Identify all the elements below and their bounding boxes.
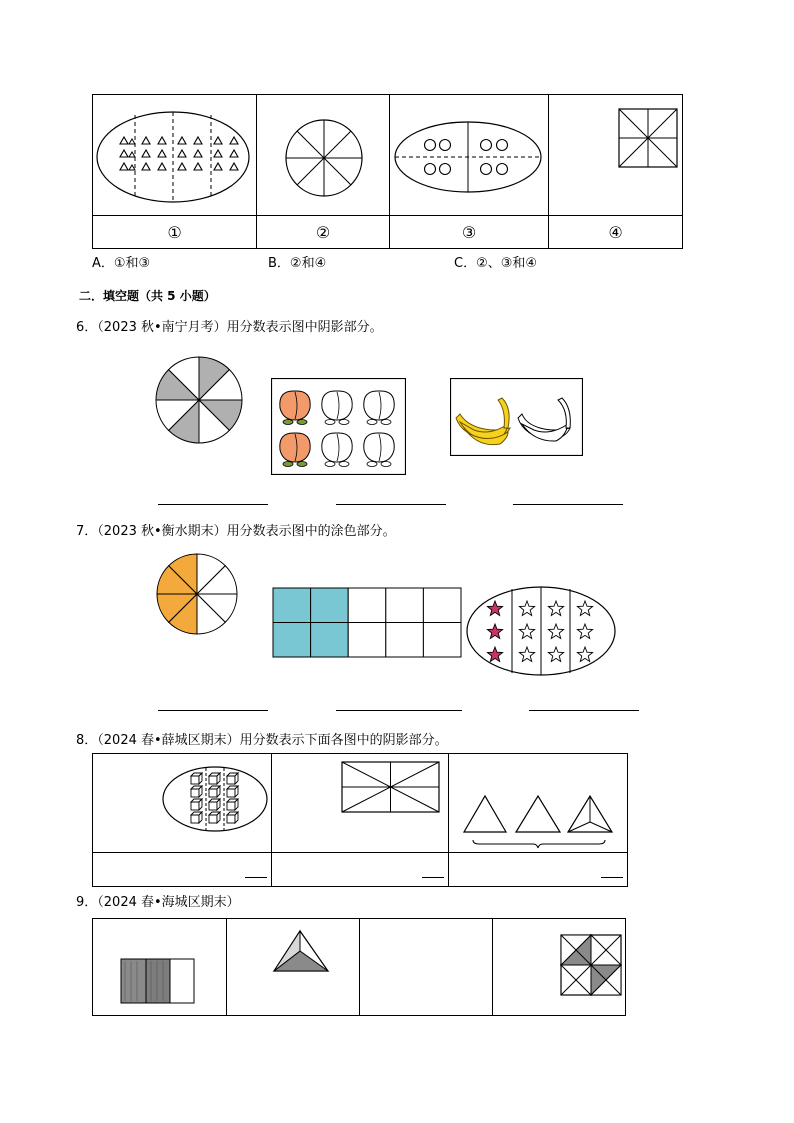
q5-label-3: ③: [390, 216, 549, 249]
option-c-letter: C．: [454, 256, 477, 271]
triangle-shape: [142, 163, 150, 170]
circle-eighths-figure: [257, 95, 389, 215]
q8-answer-blank-1[interactable]: [245, 877, 267, 878]
q8-answer-blank-3[interactable]: [601, 877, 623, 878]
grid-cell: [386, 623, 424, 658]
triangle-shape: [214, 137, 222, 144]
option-a-letter: A．: [92, 256, 114, 271]
q6-answer-blank-2[interactable]: [336, 504, 446, 505]
peach-outline: [322, 391, 352, 425]
oval-triangles-figure: [93, 95, 256, 215]
q5-figure-4: [549, 95, 683, 216]
cube-shape: [209, 773, 220, 784]
q8-answer-blank-2[interactable]: [422, 877, 444, 878]
star-outline: [548, 601, 563, 615]
q5-label-2: ②: [257, 216, 390, 249]
triangle-shape: [178, 150, 186, 157]
q6-answer-blank-3[interactable]: [513, 504, 623, 505]
q8-triangles: [449, 754, 627, 852]
option-b-text: ②和④: [289, 256, 327, 271]
triangle-shape: [214, 163, 222, 170]
triangle-shape: [178, 163, 186, 170]
triangle-shape: [158, 150, 166, 157]
option-b-letter: B．: [268, 256, 290, 271]
q8-answer-cell-1[interactable]: [93, 853, 272, 887]
q9-rectangle-quarters: [93, 919, 226, 1015]
q6-answer-blank-1[interactable]: [158, 504, 268, 505]
cube-shape: [227, 773, 238, 784]
q5-figure-3: [390, 95, 549, 216]
peach-outline: [322, 433, 352, 467]
star-filled: [487, 601, 502, 615]
q6-stem: 6．（2023 秋•南宁月考）用分数表示图中阴影部分。: [76, 320, 383, 335]
q5-figure-2: [257, 95, 390, 216]
q8-table: [92, 753, 628, 887]
section-title: 二．填空题（共 5 小题）: [79, 289, 216, 303]
star-outline: [577, 624, 592, 638]
cube-shape: [227, 812, 238, 823]
star-outline: [577, 601, 592, 615]
triangle-shape: [230, 163, 238, 170]
grid-cell: [423, 588, 461, 623]
triangle-shape: [194, 137, 202, 144]
q9-stem: 9．（2024 春•海城区期末）: [76, 895, 240, 910]
q9-table: [92, 918, 626, 1016]
triangle-shape: [142, 150, 150, 157]
cube-shape: [191, 786, 202, 797]
option-b[interactable]: [268, 256, 326, 272]
triangle-shape: [120, 150, 128, 157]
q8-stem: 8．（2024 春•薛城区期末）用分数表示下面各图中的阴影部分。: [76, 733, 448, 748]
grid-cell: [386, 588, 424, 623]
q7-answer-blank-2[interactable]: [336, 710, 462, 711]
q5-table: [92, 94, 683, 249]
cube-shape: [191, 773, 202, 784]
q5-label-4: ④: [549, 216, 683, 249]
oval-circles-figure: [390, 95, 548, 215]
triangle-shape: [158, 163, 166, 170]
q9-figure-3-empty: [360, 919, 493, 1016]
cube-shape: [191, 812, 202, 823]
peach-colored: [280, 391, 310, 425]
q7-grid: [272, 587, 462, 658]
q6-bananas-box: [450, 378, 583, 456]
star-outline: [519, 624, 534, 638]
q7-stars-oval: [465, 585, 619, 679]
grid-cell: [273, 588, 311, 623]
triangle-shape: [120, 163, 128, 170]
star-outline: [577, 647, 592, 661]
q5-label-1: ①: [93, 216, 257, 249]
q8-figure-3: [449, 754, 628, 853]
q8-figure-2: [272, 754, 449, 853]
q9-square-pattern: [493, 919, 625, 1015]
peach-outline: [364, 433, 394, 467]
star-outline: [548, 624, 563, 638]
star-outline: [519, 601, 534, 615]
cube-shape: [209, 786, 220, 797]
triangle-shape: [214, 150, 222, 157]
q7-stem: 7．（2023 秋•衡水期末）用分数表示图中的涂色部分。: [76, 524, 396, 539]
cube-shape: [209, 799, 220, 810]
option-a[interactable]: [92, 256, 150, 272]
grid-cell: [348, 623, 386, 658]
triangle-shape: [178, 137, 186, 144]
grid-cell: [311, 623, 349, 658]
option-c[interactable]: [454, 256, 537, 272]
star-filled: [487, 647, 502, 661]
q5-figure-1: [93, 95, 257, 216]
grid-cell: [273, 623, 311, 658]
q7-answer-blank-1[interactable]: [158, 710, 268, 711]
cube-shape: [191, 799, 202, 810]
option-c-text: ②、③和④: [476, 256, 538, 271]
q8-cubes-oval: [93, 754, 271, 852]
q9-figure-1: [93, 919, 227, 1016]
option-a-text: ①和③: [113, 256, 151, 271]
cube-shape: [209, 812, 220, 823]
triangle-shape: [158, 137, 166, 144]
banana-outline: [518, 398, 570, 441]
grid-cell: [423, 623, 461, 658]
q8-figure-1: [93, 754, 272, 853]
grid-cell: [348, 588, 386, 623]
triangle-shape: [230, 150, 238, 157]
peach-colored: [280, 433, 310, 467]
star-filled: [487, 624, 502, 638]
q9-figure-2: [227, 919, 360, 1016]
peach-outline: [364, 391, 394, 425]
star-outline: [548, 647, 563, 661]
triangle-shape: [194, 163, 202, 170]
triangle-shape: [194, 150, 202, 157]
triangle-shape: [120, 137, 128, 144]
triangle-shape: [230, 137, 238, 144]
star-outline: [519, 647, 534, 661]
square-eighths-figure: [549, 95, 682, 215]
grid-cell: [311, 588, 349, 623]
q8-rectangle-eighths: [272, 754, 448, 852]
cube-shape: [227, 799, 238, 810]
q8-answer-cell-3[interactable]: [449, 853, 628, 887]
q9-triangle-thirds: [227, 919, 359, 1015]
q8-answer-cell-2[interactable]: [272, 853, 449, 887]
q6-peaches-box: [271, 378, 406, 475]
banana-colored: [456, 398, 510, 445]
cube-shape: [227, 786, 238, 797]
q7-colored-circle: [155, 552, 239, 636]
triangle-shape: [142, 137, 150, 144]
q6-shaded-circle: [154, 355, 244, 445]
q9-figure-4: [493, 919, 626, 1016]
q7-answer-blank-3[interactable]: [529, 710, 639, 711]
